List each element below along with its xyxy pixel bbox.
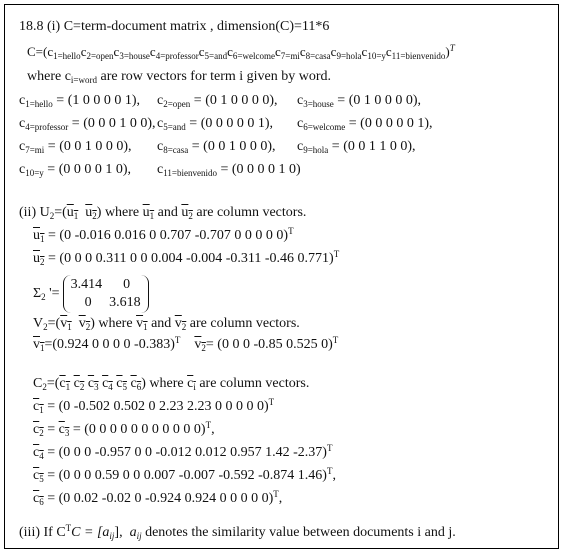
term-vector: $c_{3=house} = (0$ 1 0 0 0 0), [297,93,422,109]
term-vector: $c_{9=hola} = (0$ 0 1 1 0 0), [297,139,416,155]
similarity-text: denotes the similarity value between documents i and j. [145,525,456,540]
term-symbol: c [80,44,87,59]
term-subscript: 6=welcome [232,51,275,61]
v2-definition: $V_2=(v_1$ $v_2$) where $v_1$ and $v_2$ are column vectors. [33,316,300,332]
c-vector-row: $c_5 = (0$ 0 0 0.59 0 0 0.007 -0.007 -0.592 -0.874 1.46)$^T$, [33,466,336,484]
c-column-symbol: $c_1$ [59,376,71,392]
term-subscript: 11=bienvenido [391,51,446,61]
term-symbol: c [274,44,281,59]
u1-vector: $u_1 = (0$ -0.016 0.016 0 0.707 -0.707 0 0 0 0 0)$^T$ [33,226,294,244]
where-description: are row vectors for term i given by word. [97,69,332,84]
term-subscript: 2=open [86,51,114,61]
term-vector: $c_{5=and} = (0$ 0 0 0 0 1), [157,116,274,132]
term-subscript: 8=casa [305,51,331,61]
term-symbol: c [361,44,368,59]
c-column-symbol: $c_5$ [116,376,127,392]
ctc-expr: C = [a [71,525,110,540]
term-vector: $c_{6=welcome} = (0$ 0 0 0 0 1), [297,116,433,132]
where-subscript: i=word [70,75,97,85]
part-i-heading [19,19,329,35]
term-vector: $c_{2=open} = (0$ 1 0 0 0 0), [157,93,278,109]
term-symbol: ) [445,44,450,59]
c-vector-row: $c_4 = (0$ 0 0 -0.957 0 0 -0.012 0.012 0.957 1.42 -2.37)$^T$ [33,443,333,461]
u2-definition [19,205,306,221]
c-def-lhs: C=(c [27,44,54,59]
u2-open: =( [54,205,67,220]
term-subscript: 4=professor [155,51,199,61]
v2-values: = (0 0 0 -0.85 0.525 0) [205,337,333,352]
term-subscript: 3=house [119,51,150,61]
c-column-symbol: $c_2$ [73,376,85,392]
v-vectors: $v_1=(0.924$ 0 0 0 0 -0.383)$^T$ $v_2= (0$ 0 0 -0.85 0.525 0)$^T$ [33,335,339,353]
term-vector: $c_{4=professor} = (0$ 0 0 1 0 0), [19,116,156,132]
c-vector-row: $c_2 = c_3 = (0$ 0 0 0 0 0 0 0 0 0 0)$^T$, [33,420,215,438]
exercise-box [4,4,559,549]
v1-values: =(0.924 0 0 0 0 -0.383) [44,337,175,352]
c-definition [27,44,455,60]
u1-symbol: $u_1$ [66,205,79,221]
v2-label: V [33,316,44,331]
term-subscript: 9=hola [336,51,362,61]
c-vector-row: $c_6 = (0$ 0.02 -0.02 0 -0.924 0.924 0 0 0 0 0)$^T$, [33,489,283,507]
term-vector: $c_{7=mi} = (0$ 0 1 0 0 0), [19,139,132,155]
exercise-number: 18.8 [19,19,44,34]
part-iii-text: (iii) If C [19,525,66,540]
term-subscript: 10=y [367,51,386,61]
u2-values: (0 0 0 0.311 0 0 0.004 -0.004 -0.311 -0.46 0.771) [59,251,334,266]
and-text: and [157,205,178,220]
term-symbol: c [330,44,337,59]
where-line [27,69,331,85]
term-subscript: 1=hello [53,51,81,61]
term-symbol: c [299,44,306,59]
term-symbol: c [198,44,205,59]
u2-subscript: 2 [49,211,55,221]
c2-label: C [33,376,43,391]
sigma-values: 3.414 0 0 3.618 [63,275,149,313]
heading-text: (i) C=term-document matrix , dimension(C)=11*6 [47,19,330,34]
c-vector-row: $c_1 = (0$ -0.502 0.502 0 2.23 2.23 0 0 0 0 0)$^T$ [33,397,275,415]
transpose-mark: T [449,43,455,53]
term-symbol: c [149,44,156,59]
term-vector: $c_{8=casa} = (0$ 0 1 0 0 0), [157,139,276,155]
u2-where: ) where [96,205,140,220]
term-vector: $c_{1=hello} = (1$ 0 0 0 0 1), [19,93,141,109]
u2-ref: $u_2$ [181,205,193,221]
sigma-symbol: Σ [33,286,42,302]
c-column-symbol: $c_6$ [130,376,142,392]
c-column-symbol: $c_3$ [87,376,99,392]
column-vectors-text: are column vectors. [196,205,307,220]
term-subscript: 7=mi [280,51,300,61]
u2-label: (ii) U [19,205,50,220]
c2-definition: $C_2=(c_1$ $c_2$ $c_3$ $c_4$ $c_5$ $c_6$) where $c_i$ are column vectors. [33,376,310,392]
c-column-symbol: $c_4$ [102,376,113,392]
u2-vector: $u_2 = (0$ 0 0 0.311 0 0 0.004 -0.004 -0.311 -0.46 0.771)$^T$ [33,249,340,267]
term-vector: $c_{10=y} = (0$ 0 0 0 1 0), [19,162,132,178]
u1-values: (0 -0.016 0.016 0 0.707 -0.707 0 0 0 0 0) [59,228,289,243]
where-text: where c [27,69,71,84]
term-symbol: c [113,44,120,59]
term-vector: $c_{11=bienvenido} = (0$ 0 0 0 1 0) [157,162,301,178]
term-subscript: 5=and [204,51,228,61]
part-iii: (iii) If $C^TC = [a_{ij}]$, $a_{ij}$ denotes the similarity value between documents i and j. [19,523,456,541]
u1-ref: $u_1$ [142,205,155,221]
term-symbol: c [385,44,392,59]
sigma-matrix: $\Sigma_2$ '= 3.414 0 0 3.618 [33,275,152,313]
term-symbol: c [227,44,233,59]
u2-symbol: $u_2$ [85,205,97,221]
